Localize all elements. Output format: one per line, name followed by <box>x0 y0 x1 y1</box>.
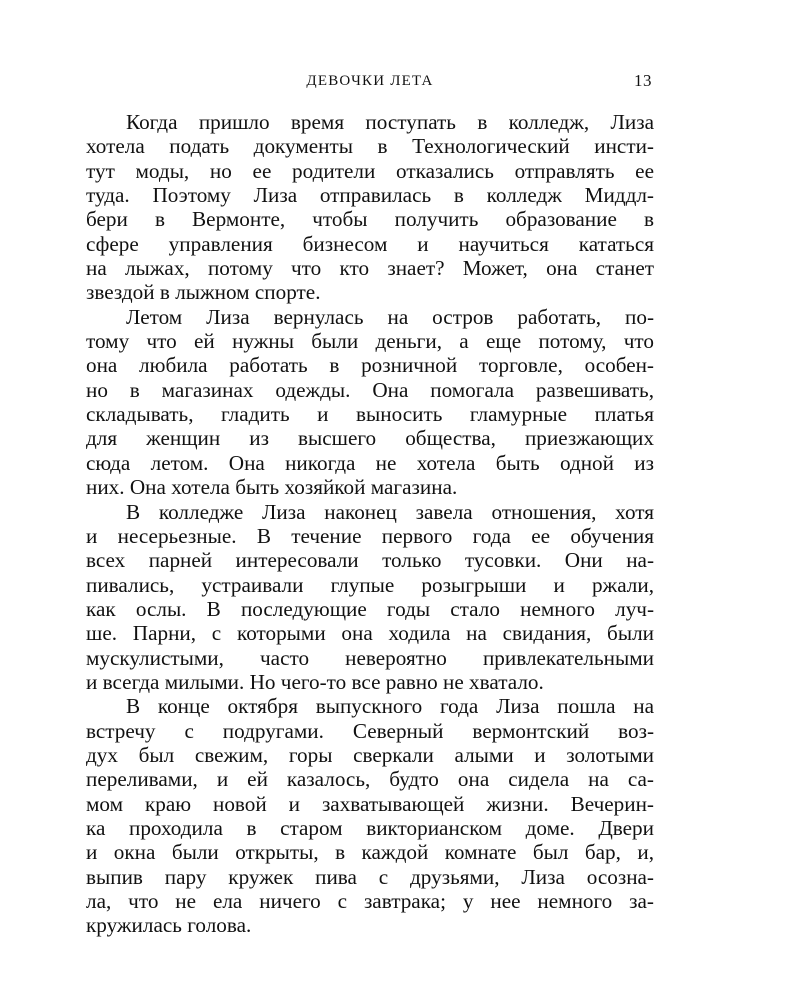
text-line: и несерьезные. В течение первого года ее обучения <box>86 523 654 548</box>
text-line: и окна были открыты, в каждой комнате был бар, и, <box>86 840 654 865</box>
text-line: дух был свежим, горы сверкали алыми и золотыми <box>86 742 654 767</box>
text-line: мускулистыми, часто невероятно привлекательными <box>86 645 654 670</box>
text-line: мом краю новой и захватывающей жизни. Вечерин- <box>86 791 654 816</box>
text-line: складывать, гладить и выносить гламурные платья <box>86 402 654 427</box>
text-line: В колледже Лиза наконец завела отношения, хотя <box>126 499 654 524</box>
text-line: них. Она хотела быть хозяйкой магазина. <box>86 475 458 500</box>
text-line: ше. Парни, с которыми она ходила на свидания, были <box>86 621 654 646</box>
text-line: на лыжах, потому что кто знает? Может, она станет <box>86 256 654 281</box>
text-line: бери в Вермонте, чтобы получить образование в <box>86 207 654 232</box>
text-line: встречу с подругами. Северный вермонтский воз- <box>86 718 654 743</box>
text-line: тут моды, но ее родители отказались отправлять ее <box>86 158 654 183</box>
text-line: выпив пару кружек пива с друзьями, Лиза осозна- <box>86 864 654 889</box>
text-line: но в магазинах одежды. Она помогала развешивать, <box>86 377 654 402</box>
page-number: 13 <box>634 71 652 90</box>
text-line: она любила работать в розничной торговле, особен- <box>86 353 654 378</box>
text-line: переливами, и ей казалось, будто она сидела на са- <box>86 767 654 792</box>
text-line: туда. Поэтому Лиза отправилась в колледж Миддл- <box>86 183 654 208</box>
text-line: В конце октября выпускного года Лиза пошла на <box>126 694 654 719</box>
text-line: пивались, устраивали глупые розыгрыши и ржали, <box>86 572 654 597</box>
text-line: для женщин из высшего общества, приезжающих <box>86 426 654 451</box>
running-head <box>88 70 652 94</box>
running-title: ДЕВОЧКИ ЛЕТА <box>306 73 434 89</box>
text-line: ла, что не ела ничего с завтрака; у нее немного за- <box>86 889 654 913</box>
text-line: сфере управления бизнесом и научиться кататься <box>86 231 654 256</box>
text-line: Когда пришло время поступать в колледж, Лиза <box>126 110 654 134</box>
body-text <box>86 110 654 938</box>
text-line: Летом Лиза вернулась на остров работать, по- <box>126 304 654 329</box>
text-line: звездой в лыжном спорте. <box>86 280 321 305</box>
text-line: всех парней интересовали только тусовки. Они на- <box>86 548 654 573</box>
text-line: кружилась голова. <box>86 913 252 938</box>
text-line: хотела подать документы в Технологический инсти- <box>86 134 654 159</box>
text-line: ка проходила в старом викторианском доме. Двери <box>86 815 654 840</box>
text-line: сюда летом. Она никогда не хотела быть одной из <box>86 450 654 475</box>
text-line: тому что ей нужны были деньги, а еще потому, что <box>86 329 654 354</box>
text-line: как ослы. В последующие годы стало немного луч- <box>86 596 654 621</box>
text-line: и всегда милыми. Но чего-то все равно не хватало. <box>86 669 544 694</box>
